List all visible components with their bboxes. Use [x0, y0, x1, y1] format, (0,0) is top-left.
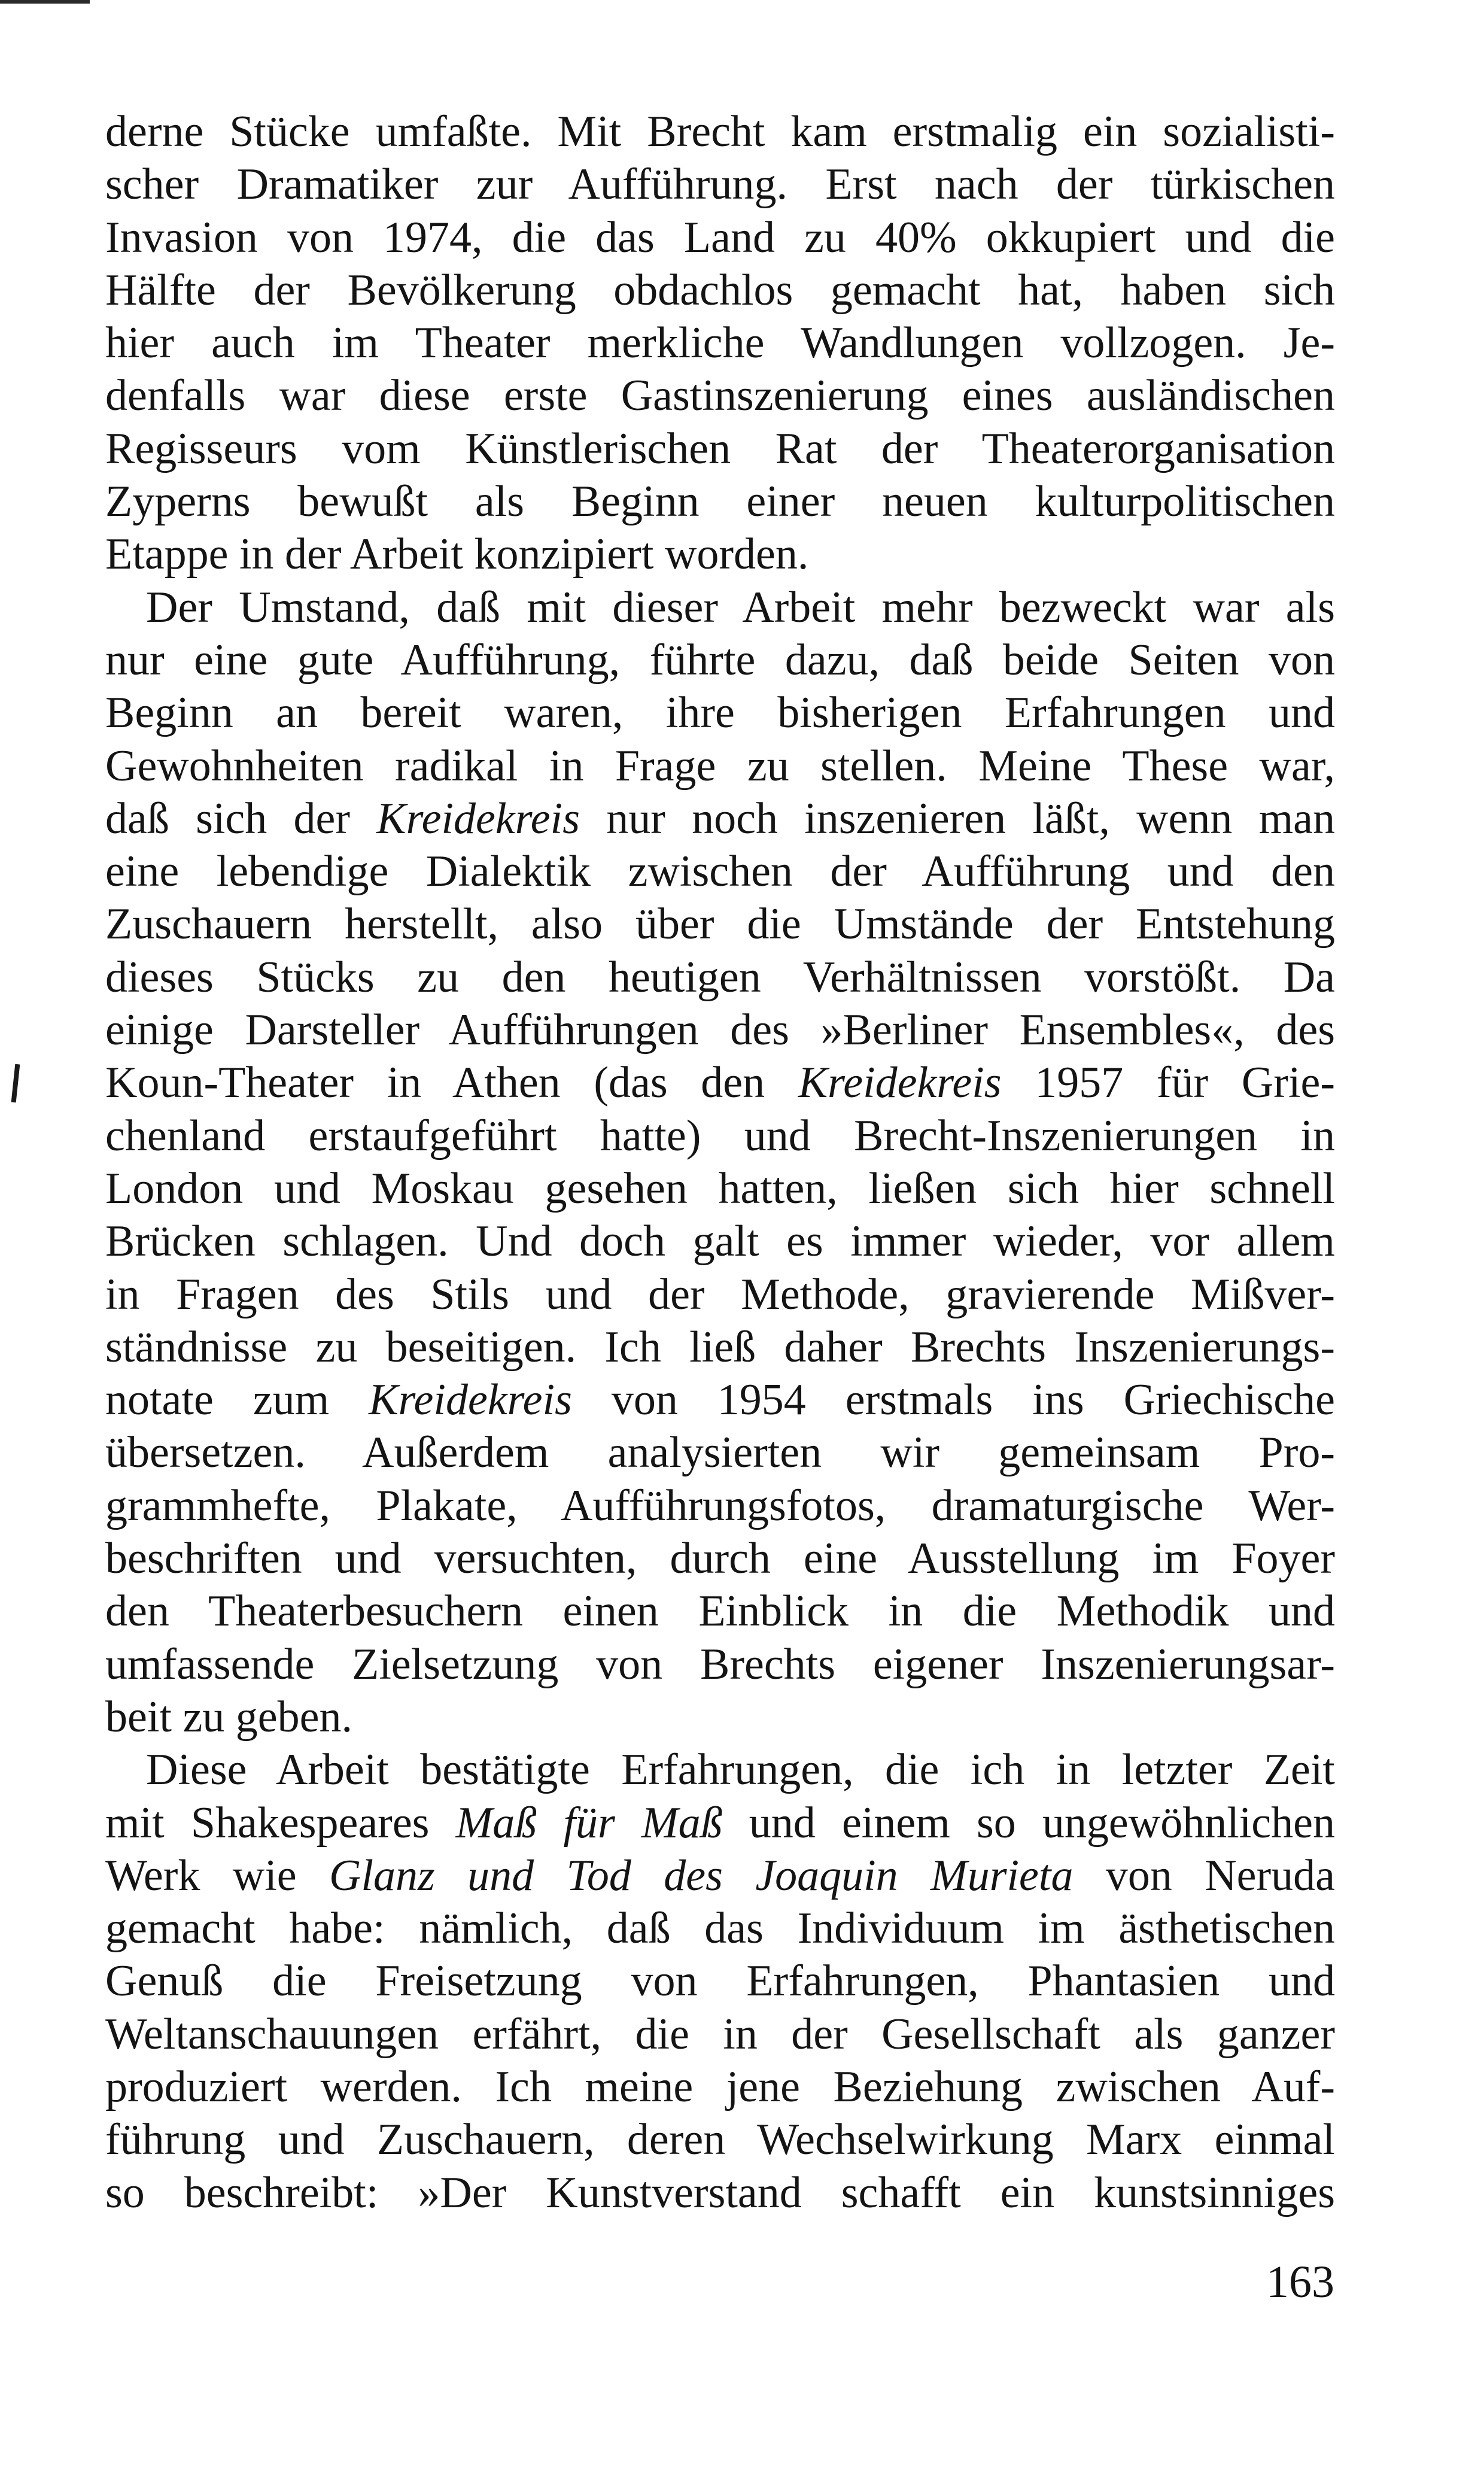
text-line: ständnisse zu beseitigen. Ich ließ daher Brechts Inszenierungs- [105, 1322, 1335, 1372]
line-text: mit Shakespeares [105, 1798, 456, 1848]
italic-title: Kreidekreis [376, 794, 580, 843]
page-number: 163 [1266, 2257, 1334, 2307]
text-line: Invasion von 1974, die das Land zu 40% okkupiert und die [105, 212, 1335, 262]
italic-title: Kreidekreis [369, 1375, 572, 1425]
line-text: Koun-Theater in Athen (das den [105, 1058, 798, 1108]
text-line: Diese Arbeit bestätigte Erfahrungen, die ich in letzter Zeit [146, 1745, 1335, 1795]
text-line [105, 1056, 1335, 1109]
italic-title: Glanz und Tod des Joaquin Murieta [329, 1851, 1074, 1900]
text-line: Zyperns bewußt als Beginn einer neuen kulturpolitischen [105, 477, 1335, 527]
text-line: scher Dramatiker zur Aufführung. Erst nach der türkischen [105, 160, 1335, 209]
text-line [105, 1797, 1335, 1849]
line-text: Werk wie [105, 1851, 329, 1900]
text-line: übersetzen. Außerdem analysierten wir gemeinsam Pro- [105, 1428, 1335, 1478]
book-page-text [105, 105, 1335, 2219]
text-line: Der Umstand, daß mit dieser Arbeit mehr bezweckt war als [146, 582, 1335, 632]
text-line: umfassende Zielsetzung von Brechts eigener Inszenierungsar- [105, 1639, 1335, 1689]
text-line: Regisseurs vom Künstlerischen Rat der Theaterorganisation [105, 424, 1335, 473]
line-text: von Neruda [1073, 1851, 1335, 1900]
text-line: beschriften und versuchten, durch eine Ausstellung im Foyer [105, 1534, 1335, 1584]
text-line: beit zu geben. [105, 1692, 352, 1742]
line-text: von 1954 erstmals ins Griechische [571, 1375, 1335, 1425]
text-line: Beginn an bereit waren, ihre bisherigen Erfahrungen und [105, 688, 1335, 738]
text-line: Zuschauern herstellt, also über die Umstände der Entstehung [105, 900, 1335, 949]
line-text: notate zum [105, 1375, 369, 1425]
text-line: Hälfte der Bevölkerung obdachlos gemacht hat, haben sich [105, 265, 1335, 315]
text-line: dieses Stücks zu den heutigen Verhältnissen vorstößt. Da [105, 952, 1335, 1002]
line-text: und einem so ungewöhnlichen [722, 1798, 1335, 1848]
text-line: einige Darsteller Aufführungen des »Berliner Ensembles«, des [105, 1005, 1335, 1055]
text-line: in Fragen des Stils und der Methode, gravierende Mißver- [105, 1269, 1335, 1319]
text-line: Weltanschauungen erfährt, die in der Gesellschaft als ganzer [105, 2009, 1335, 2059]
top-edge-rule [0, 0, 90, 4]
text-line [105, 1374, 1335, 1426]
line-text: 1957 für Grie- [1001, 1058, 1335, 1108]
text-line: produziert werden. Ich meine jene Beziehung zwischen Auf- [105, 2062, 1335, 2111]
text-line: so beschreibt: »Der Kunstverstand schafft ein kunstsinniges [105, 2168, 1335, 2217]
text-line: Brücken schlagen. Und doch galt es immer wieder, vor allem [105, 1217, 1335, 1266]
text-line: hier auch im Theater merkliche Wandlungen vollzogen. Je- [105, 318, 1335, 368]
text-line [105, 792, 1335, 845]
text-line: den Theaterbesuchern einen Einblick in die Methodik und [105, 1587, 1335, 1636]
line-text: nur noch inszenieren läßt, wenn man [580, 794, 1335, 843]
text-line: grammhefte, Plakate, Aufführungsfotos, dramaturgische Wer- [105, 1481, 1335, 1530]
italic-title: Maß für Maß [455, 1798, 723, 1848]
text-line: gemacht habe: nämlich, daß das Individuum im ästhetischen [105, 1904, 1335, 1953]
text-line: Gewohnheiten radikal in Frage zu stellen. Meine These war, [105, 741, 1335, 791]
text-line: führung und Zuschauern, deren Wechselwirkung Marx einmal [105, 2115, 1335, 2165]
text-line: derne Stücke umfaßte. Mit Brecht kam erstmalig ein sozialisti- [105, 107, 1335, 156]
text-line: nur eine gute Aufführung, führte dazu, daß beide Seiten von [105, 635, 1335, 685]
text-line [105, 1849, 1335, 1902]
italic-title: Kreidekreis [798, 1058, 1002, 1108]
margin-mark [11, 1064, 20, 1102]
text-line: London und Moskau gesehen hatten, ließen sich hier schnell [105, 1163, 1335, 1213]
text-line: Etappe in der Arbeit konzipiert worden. [105, 530, 809, 579]
line-text: daß sich der [105, 794, 377, 843]
text-line: denfalls war diese erste Gastinszenierung eines ausländischen [105, 371, 1335, 421]
text-line: Genuß die Freisetzung von Erfahrungen, Phantasien und [105, 1956, 1335, 2006]
text-line: eine lebendige Dialektik zwischen der Aufführung und den [105, 847, 1335, 897]
text-line: chenland erstaufgeführt hatte) und Brecht-Inszenierungen in [105, 1111, 1335, 1160]
